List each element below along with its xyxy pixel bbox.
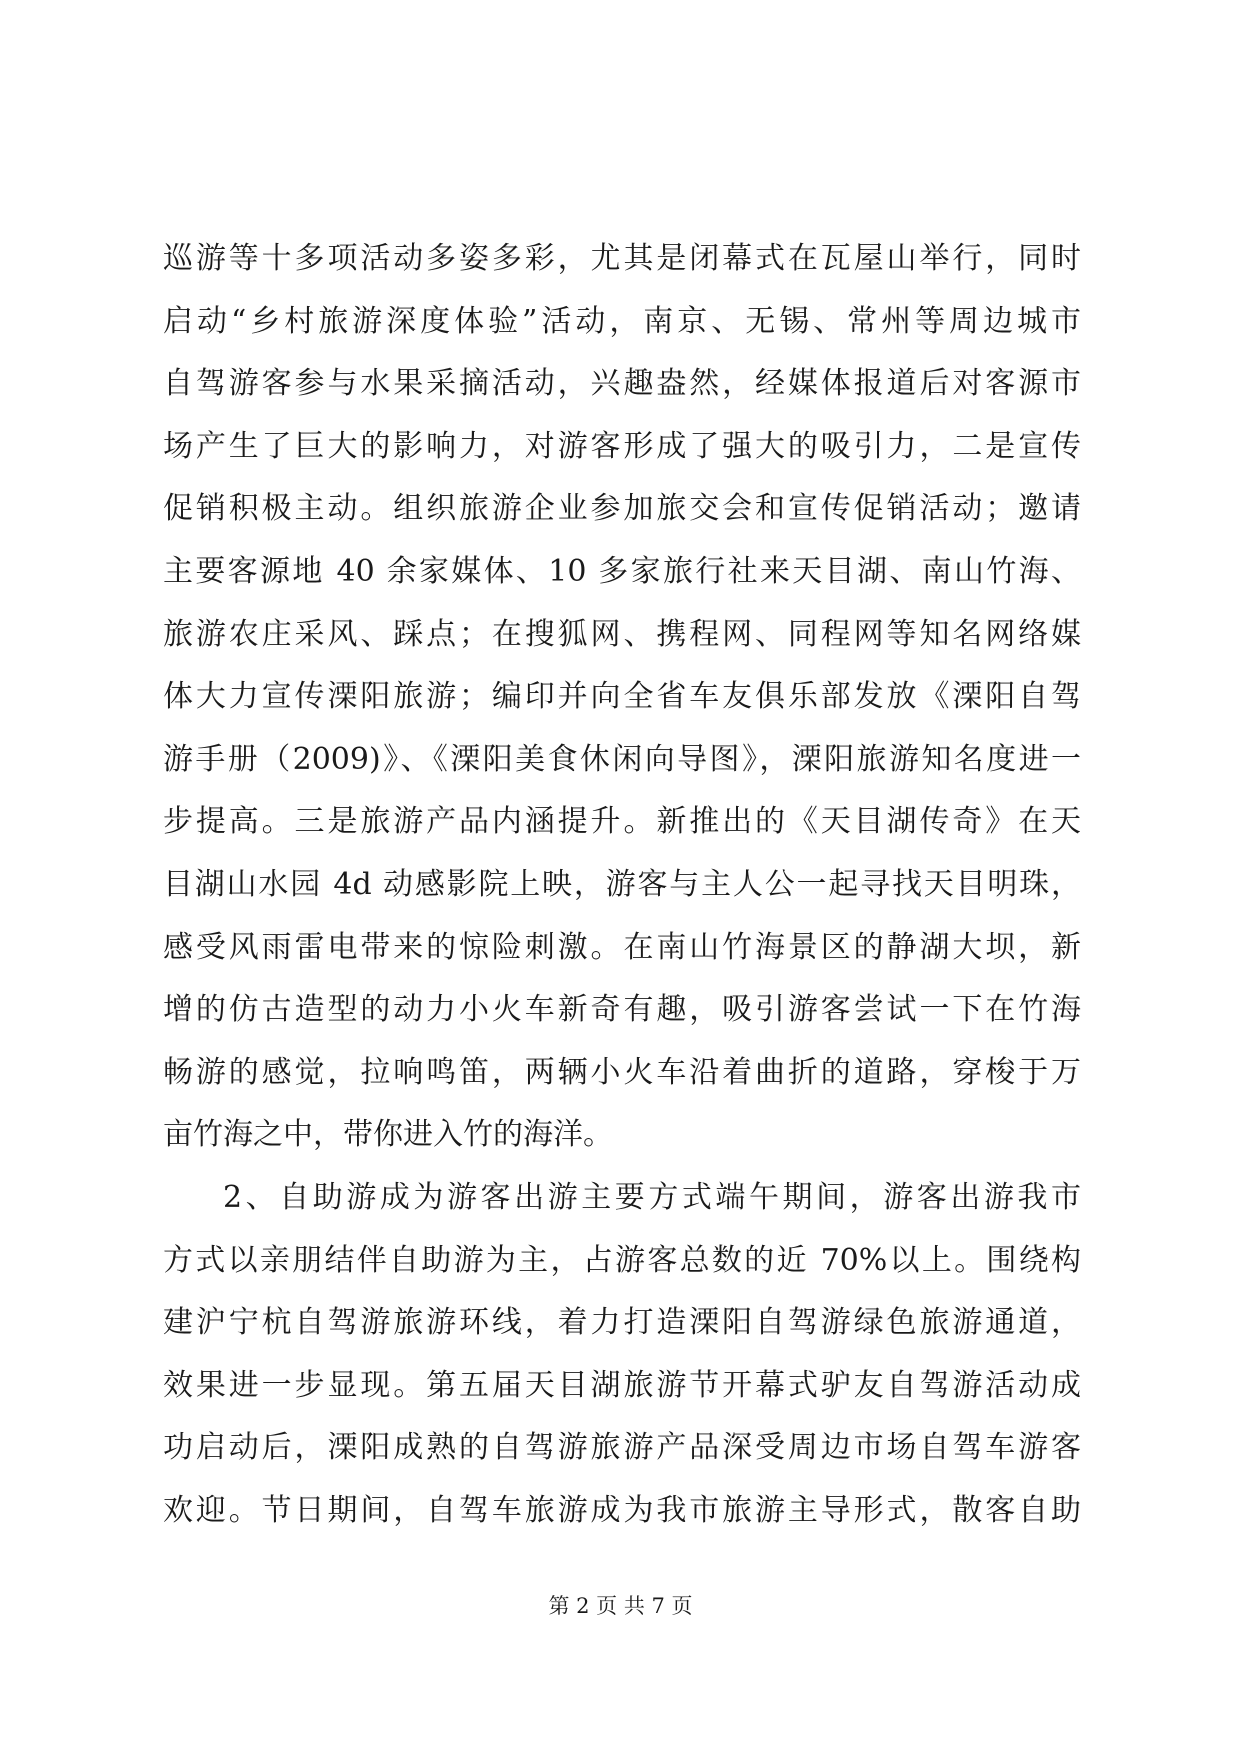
- paragraph-first-line: 2、自助游成为游客出游主要方式端午期间，游客出游我市: [223, 1179, 1081, 1215]
- text-line: 自驾游客参与水果采摘活动，兴趣盎然，经媒体报道后对客源市: [163, 366, 1081, 402]
- body-text: [163, 228, 1081, 1542]
- text-line: 方式以亲朋结伴自助游为主，占游客总数的近 70%以上。围绕构: [163, 1242, 1081, 1278]
- text-line: 步提高。三是旅游产品内涵提升。新推出的《天目湖传奇》在天: [163, 804, 1081, 840]
- text-line: 增的仿古造型的动力小火车新奇有趣，吸引游客尝试一下在竹海: [163, 992, 1081, 1028]
- text-line: 效果进一步显现。第五届天目湖旅游节开幕式驴友自驾游活动成: [163, 1367, 1081, 1403]
- text-line-last: 亩竹海之中，带你进入竹的海洋。: [163, 1117, 613, 1153]
- text-line: 场产生了巨大的影响力，对游客形成了强大的吸引力，二是宣传: [163, 428, 1081, 464]
- text-line: 启动“乡村旅游深度体验”活动，南京、无锡、常州等周边城市: [163, 303, 1081, 339]
- text-line: 功启动后，溧阳成熟的自驾游旅游产品深受周边市场自驾车游客: [163, 1430, 1081, 1466]
- text-line: 主要客源地 40 余家媒体、10 多家旅行社来天目湖、南山竹海、: [163, 553, 1081, 589]
- text-line: 欢迎。节日期间，自驾车旅游成为我市旅游主导形式，散客自助: [163, 1492, 1081, 1528]
- text-line: 目湖山水园 4d 动感影院上映，游客与主人公一起寻找天目明珠，: [163, 866, 1081, 902]
- text-line: 建沪宁杭自驾游旅游环线，着力打造溧阳自驾游绿色旅游通道，: [163, 1305, 1081, 1341]
- page-number-footer: 第 2 页 共 7 页: [548, 1594, 693, 1618]
- text-line: 游手册（2009)》、《溧阳美食休闲向导图》，溧阳旅游知名度进一: [163, 741, 1081, 777]
- text-line: 旅游农庄采风、踩点；在搜狐网、携程网、同程网等知名网络媒: [163, 616, 1081, 652]
- text-line: 体大力宣传溧阳旅游；编印并向全省车友俱乐部发放《溧阳自驾: [163, 679, 1081, 715]
- text-line: 促销积极主动。组织旅游企业参加旅交会和宣传促销活动；邀请: [163, 491, 1081, 527]
- text-line: 畅游的感觉，拉响鸣笛，两辆小火车沿着曲折的道路，穿梭于万: [163, 1054, 1081, 1090]
- text-line: 巡游等十多项活动多姿多彩，尤其是闭幕式在瓦屋山举行，同时: [163, 241, 1081, 276]
- text-line: 感受风雨雷电带来的惊险刺激。在南山竹海景区的静湖大坝，新: [163, 929, 1081, 965]
